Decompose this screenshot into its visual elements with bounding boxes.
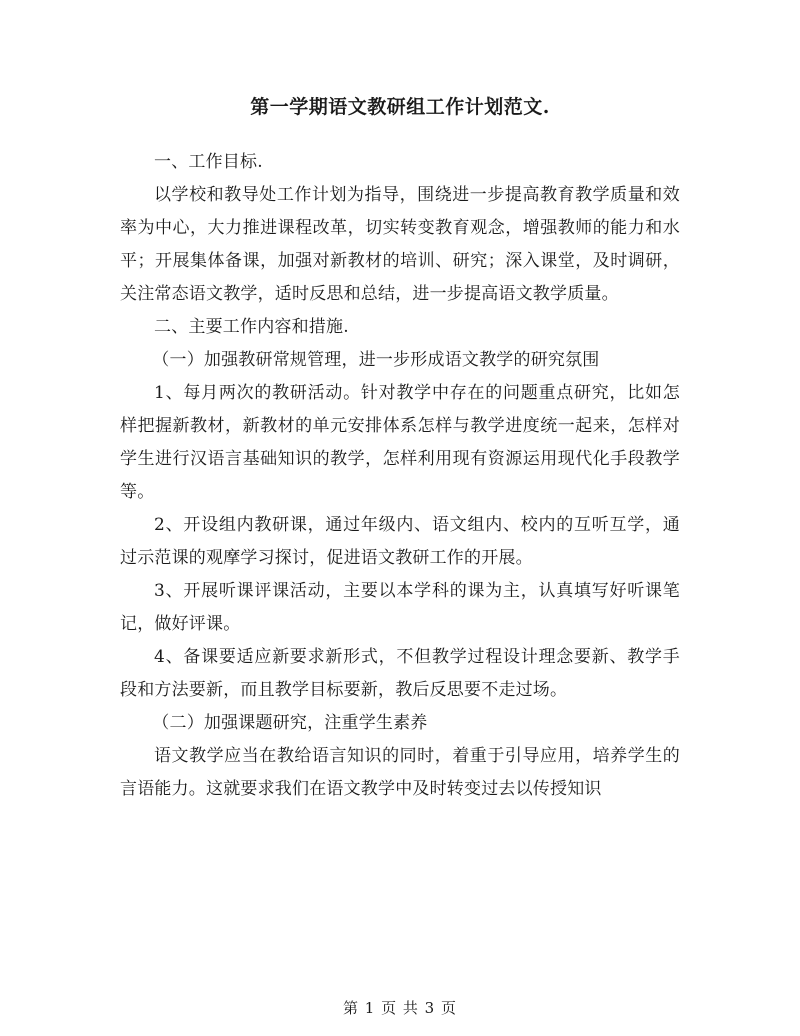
page-number-footer: 第 1 页 共 3 页 <box>343 999 457 1017</box>
list-item-4: 4、备课要适应新要求新形式，不但教学过程设计理念要新、教学手段和方法要新，而且教学目标要新，教后反思要不走过场。 <box>120 647 680 700</box>
subsection-heading-2: （二）加强课题研究，注重学生素养 <box>152 713 428 733</box>
section-heading-goals: 一、工作目标. <box>154 152 263 172</box>
list-item-2: 2、开设组内教研课，通过年级内、语文组内、校内的互听互学，通过示范课的观摩学习探讨，促进语文教研工作的开展。 <box>120 515 680 568</box>
paragraph-language-teaching: 语文教学应当在教给语言知识的同时，着重于引导应用，培养学生的言语能力。这就要求我们在语文教学中及时转变过去以传授知识 <box>120 746 680 799</box>
paragraph-goals: 以学校和教导处工作计划为指导，围绕进一步提高教育教学质量和效率为中心，大力推进课程改革，切实转变教育观念，增强教师的能力和水平；开展集体备课，加强对新教材的培训、研究；深入课堂，及时调研，关注常态语文教学，适时反思和总结，进一步提高语文教学质量。 <box>120 185 680 304</box>
subsection-heading-1: （一）加强教研常规管理，进一步形成语文教学的研究氛围 <box>152 350 600 370</box>
list-item-3: 3、开展听课评课活动，主要以本学科的课为主，认真填写好听课笔记，做好评课。 <box>120 581 680 634</box>
document-body <box>120 146 680 806</box>
list-item-1: 1、每月两次的教研活动。针对教学中存在的问题重点研究，比如怎样把握新教材，新教材的单元安排体系怎样与教学进度统一起来，怎样对学生进行汉语言基础知识的教学，怎样利用现有资源运用现代化手段教学等。 <box>120 383 680 502</box>
section-heading-content: 二、主要工作内容和措施. <box>154 317 349 337</box>
document-title: 第一学期语文教研组工作计划范文. <box>250 96 550 118</box>
